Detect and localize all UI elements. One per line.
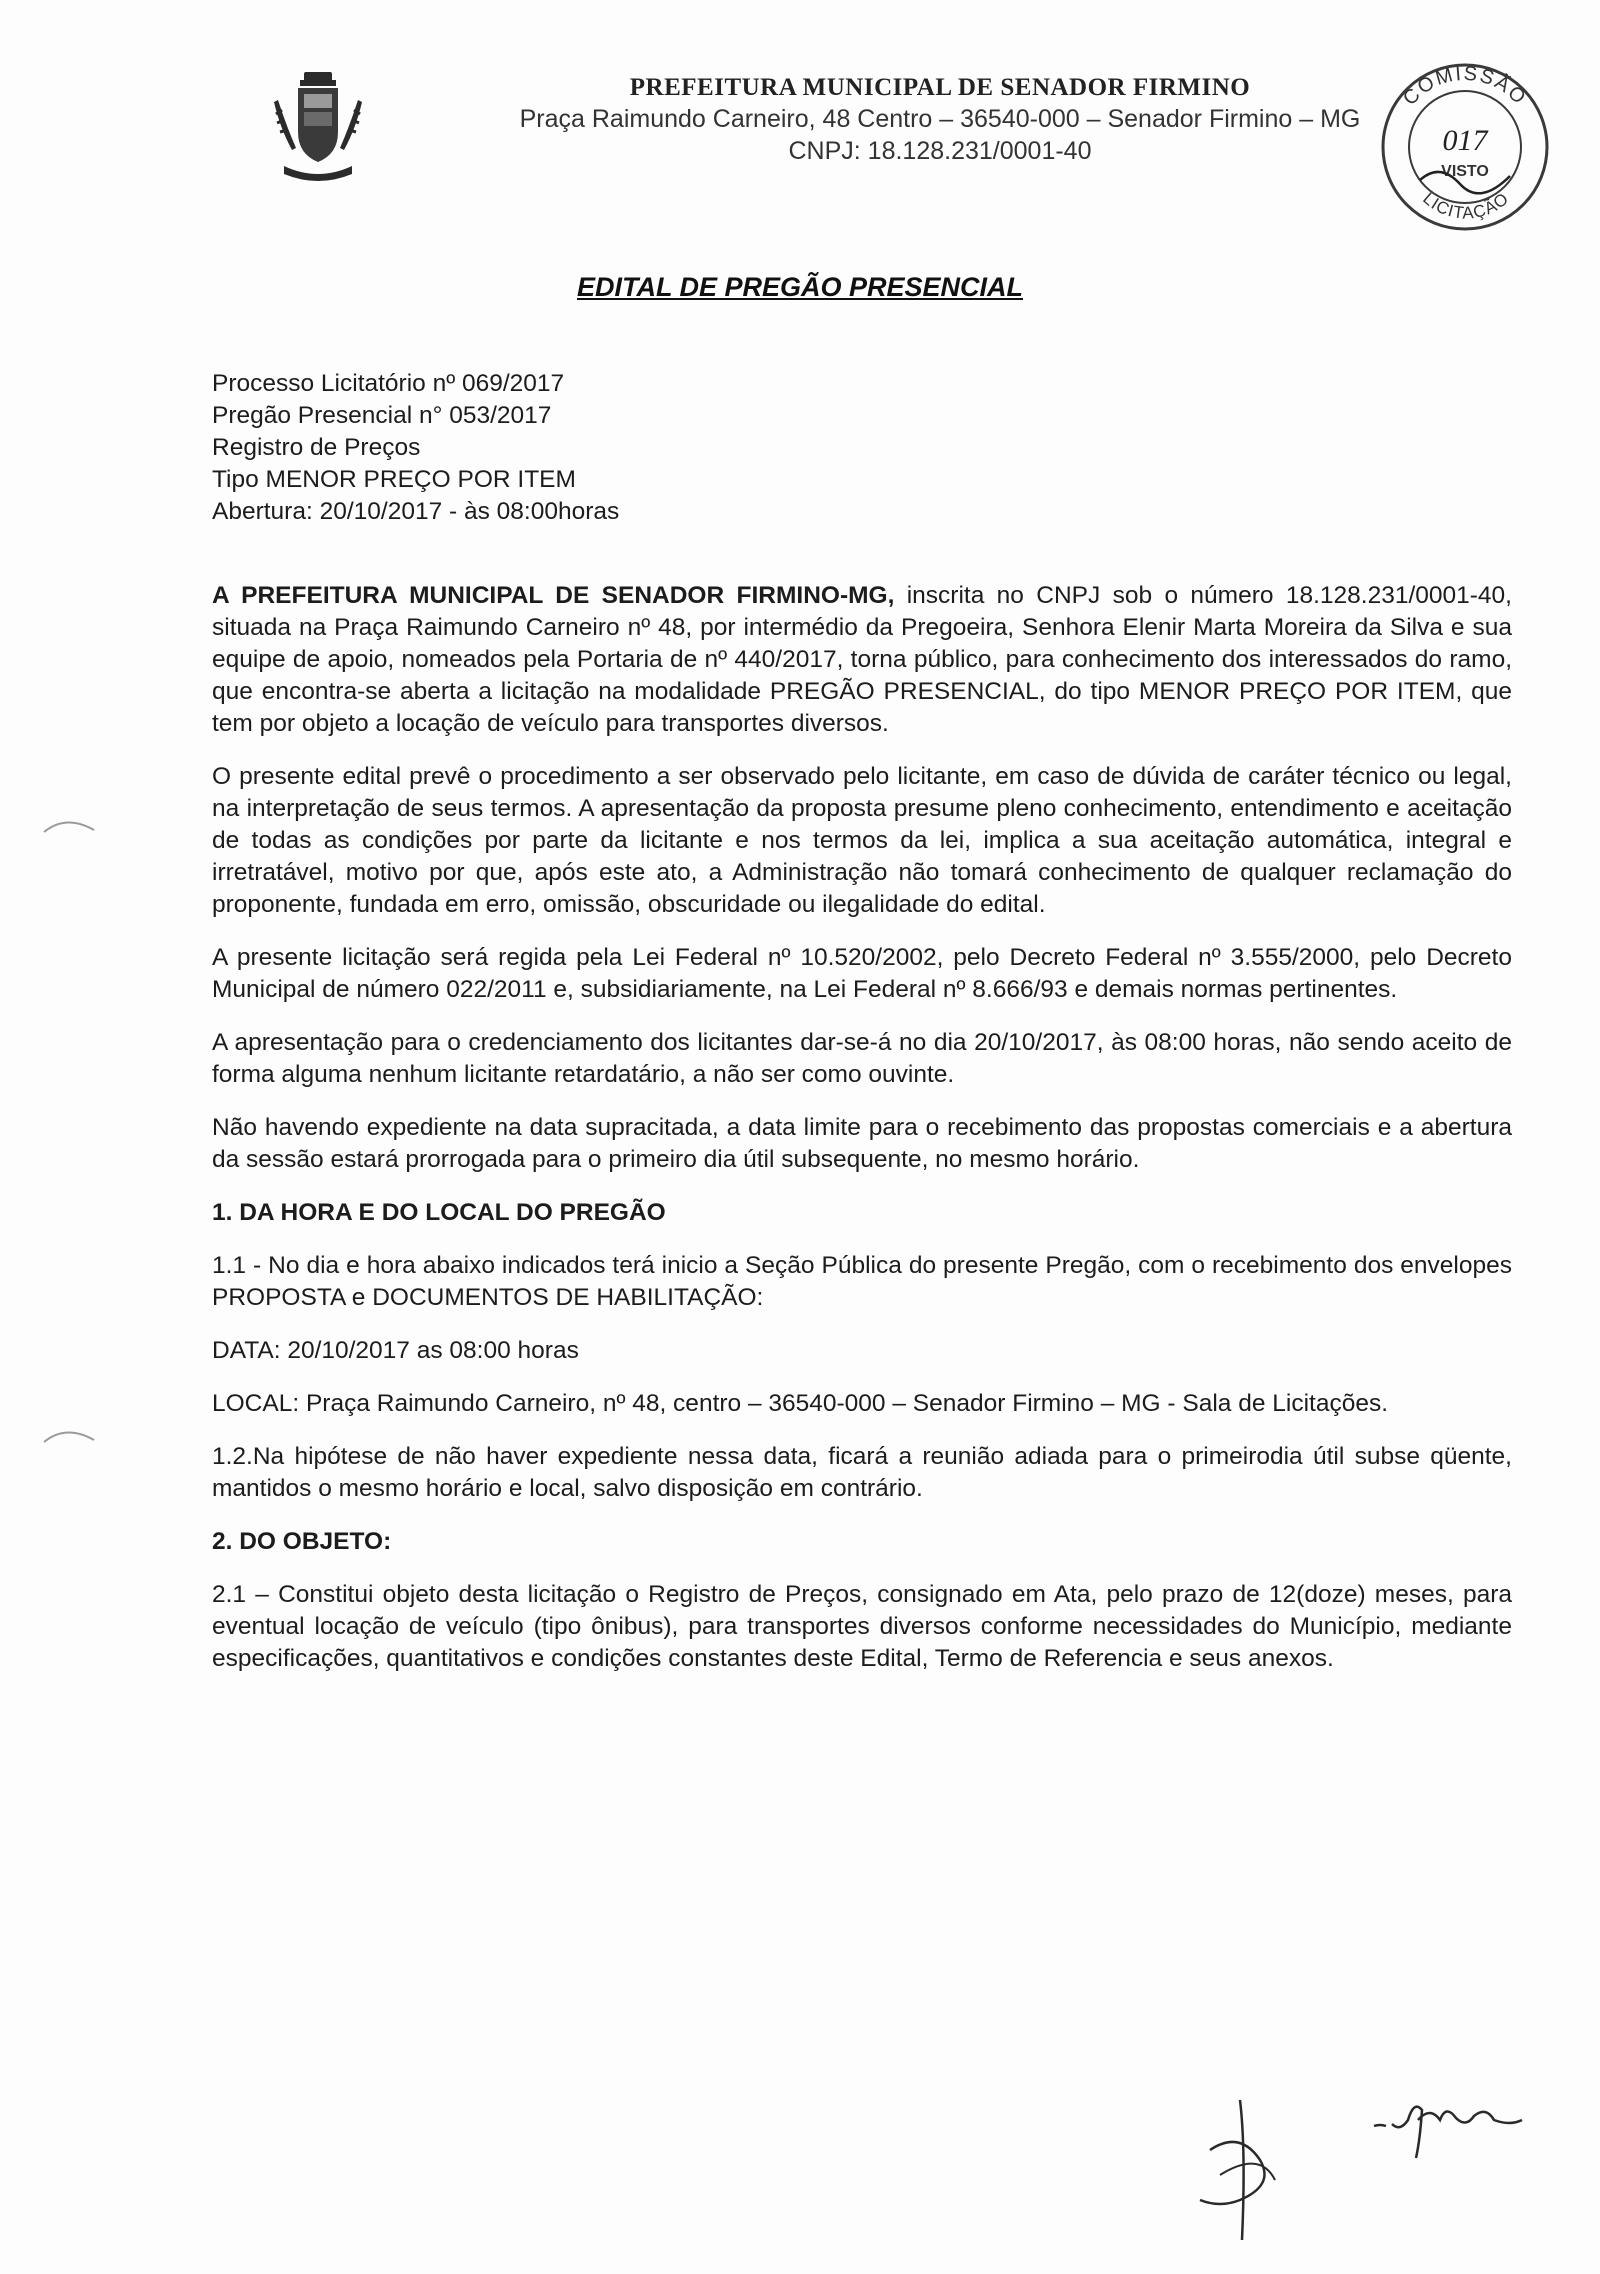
document-body	[212, 368, 1512, 1675]
item-2-1: 2.1 – Constitui objeto desta licitação o Registro de Preços, consignado em Ata, pelo prazo de 12(doze) meses, para eventual locação de veículo (tipo ônibus), para transportes diversos conforme necessidades do Município, mediante especificações, quantitativos e condições constantes deste Edital, Termo de Referencia e seus anexos.	[212, 1581, 1512, 1672]
section-1-heading: 1. DA HORA E DO LOCAL DO PREGÃO	[212, 1199, 666, 1226]
svg-text:COMISSÃO	[1399, 63, 1531, 110]
intro-bold-lead: A PREFEITURA MUNICIPAL DE SENADOR FIRMINO-MG,	[212, 582, 895, 609]
item-1-2: 1.2.Na hipótese de não haver expediente nessa data, ficará a reunião adiada para o primeirodia útil subse qüente, mantidos o mesmo horário e local, salvo disposição em contrário.	[212, 1443, 1512, 1502]
intro-paragraph	[212, 580, 1512, 740]
coat-of-arms-emblem	[268, 70, 368, 188]
paragraph-regida-lei: A presente licitação será regida pela Lei Federal nº 10.520/2002, pelo Decreto Federal nº 3.555/2000, pelo Decreto Municipal de número 022/2011 e, subsidiariamente, na Lei Federal nº 8.666/93 e demais normas pertinentes.	[212, 944, 1512, 1003]
paragraph-credenciamento: A apresentação para o credenciamento dos licitantes dar-se-á no dia 20/10/2017, às 08:00 horas, não sendo aceito de forma alguma nenhum licitante retardatário, a não ser como ouvinte.	[212, 1029, 1512, 1088]
process-number: Processo Licitatório nº 069/2017	[212, 370, 565, 397]
intro-text: inscrita no CNPJ sob o número 18.128.231/0001-40, situada na Praça Raimundo Carneiro nº 48, por intermédio da Pregoeira, Senhora Elenir Marta Moreira da Silva e sua equipe de apoio, nomeados pela Portaria de nº 440/2017, torna público, para conhecimento dos interessados do ramo, que encontra-se aberta a licitação na modalidade PREGÃO PRESENCIAL, do tipo MENOR PREÇO POR ITEM, que tem por objeto a locação de veículo para transportes diversos.	[212, 582, 1512, 737]
stamp-bottom-text: LICITAÇÃO	[1419, 188, 1513, 223]
document-title: EDITAL DE PREGÃO PRESENCIAL	[576, 272, 1024, 302]
stamp-visto-label: VISTO	[1441, 163, 1489, 180]
abertura-line: Abertura: 20/10/2017 - às 08:00horas	[212, 498, 620, 525]
stamp-number: 017	[1442, 124, 1488, 157]
item-1-1-local: LOCAL: Praça Raimundo Carneiro, nº 48, centro – 36540-000 – Senador Firmino – MG - Sala de Licitações.	[212, 1390, 1389, 1417]
paragraph-sem-expediente: Não havendo expediente na data supracitada, a data limite para o recebimento das propostas comerciais e a abertura da sessão estará prorrogada para o primeiro dia útil subsequente, no mesmo horário.	[212, 1114, 1512, 1173]
handwritten-signature-left	[1180, 2090, 1300, 2250]
pregao-number: Pregão Presencial n° 053/2017	[212, 402, 552, 429]
letterhead	[440, 74, 1440, 166]
item-1-1-data: DATA: 20/10/2017 as 08:00 horas	[212, 1337, 579, 1364]
handwritten-signature-right	[1370, 2080, 1530, 2160]
svg-text:LICITAÇÃO	[1419, 189, 1512, 223]
commission-stamp	[1370, 52, 1560, 242]
municipality-cnpj: CNPJ: 18.128.231/0001-40	[788, 137, 1092, 165]
process-meta-block	[212, 368, 1512, 528]
registro-precos: Registro de Preços	[212, 434, 421, 461]
item-1-1: 1.1 - No dia e hora abaixo indicados terá inicio a Seção Pública do presente Pregão, com o recebimento dos envelopes PROPOSTA e DOCUMENTOS DE HABILITAÇÃO:	[212, 1252, 1512, 1311]
margin-punch-mark	[40, 812, 100, 836]
stamp-top-text: COMISSÃO	[1398, 62, 1532, 110]
municipality-address: Praça Raimundo Carneiro, 48 Centro – 36540-000 – Senador Firmino – MG	[519, 105, 1361, 133]
margin-punch-mark	[40, 1422, 100, 1446]
tipo-line: Tipo MENOR PREÇO POR ITEM	[212, 466, 576, 493]
section-2-heading: 2. DO OBJETO:	[212, 1528, 392, 1555]
paragraph-edital-procedimento: O presente edital prevê o procedimento a ser observado pelo licitante, em caso de dúvida de caráter técnico ou legal, na interpretação de seus termos. A apresentação da proposta presume pleno conhecimento, entendimento e aceitação de todas as condições por parte da licitante e nos termos da lei, implica a sua aceitação automática, integral e irretratável, motivo por que, após este ato, a Administração não tomará conhecimento de qualquer reclamação do proponente, fundada em erro, omissão, obscuridade ou ilegalidade do edital.	[212, 763, 1512, 918]
municipality-title: PREFEITURA MUNICIPAL DE SENADOR FIRMINO	[629, 74, 1251, 101]
